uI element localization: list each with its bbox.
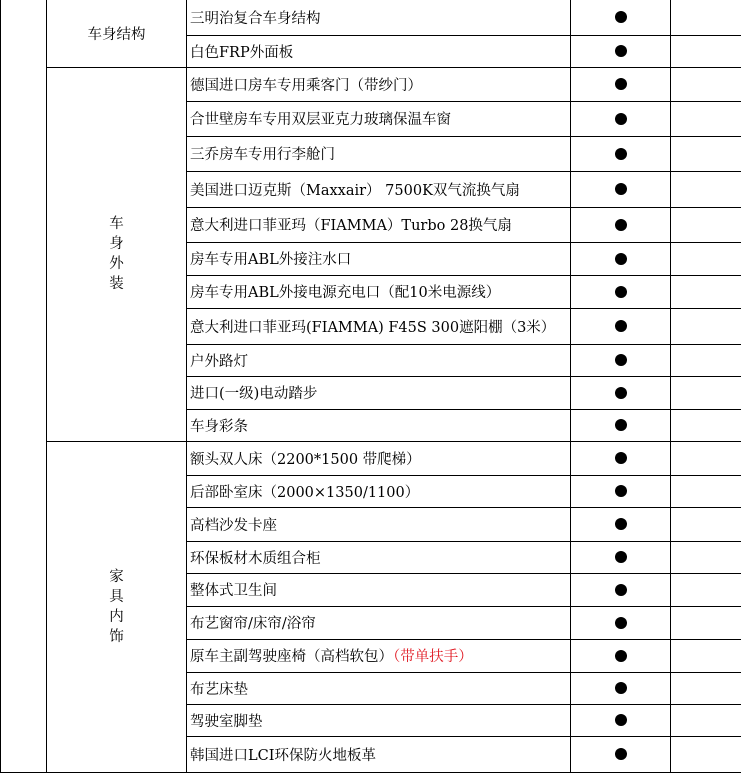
filled-circle-icon [615,253,627,265]
item-note: （带单扶手） [393,649,473,665]
item-cell [187,606,571,639]
filled-circle-icon [615,11,627,23]
item-cell [187,475,571,507]
item-cell [187,344,571,376]
standard-cell [571,441,671,475]
category-cell [47,67,187,441]
empty-cell [671,67,741,101]
empty-cell [671,101,741,136]
filled-circle-icon [615,219,627,231]
filled-circle-icon [615,183,627,195]
empty-cell [671,541,741,573]
item-cell [187,101,571,136]
item-cell [187,507,571,541]
item-label: 德国进口房车专用乘客门（带纱门） [190,77,422,94]
standard-cell [571,475,671,507]
standard-cell [571,409,671,441]
empty-cell [671,573,741,606]
standard-cell [571,507,671,541]
category-label: 车 身 外 装 [109,216,124,292]
item-label: 房车专用ABL外接电源充电口（配10米电源线） [190,285,501,301]
filled-circle-icon [615,650,627,662]
item-label: 白色FRP外面板 [190,44,294,61]
filled-circle-icon [615,485,627,497]
filled-circle-icon [615,387,627,399]
empty-cell [671,672,741,704]
item-label: 户外路灯 [190,353,248,370]
item-cell [187,639,571,672]
item-label: 整体式卫生间 [190,583,277,599]
empty-cell [671,639,741,672]
filled-circle-icon [615,617,627,629]
filled-circle-icon [615,452,627,464]
standard-cell [571,376,671,409]
item-cell [187,376,571,409]
item-label: 后部卧室床（2000×1350/1100） [190,484,420,501]
item-cell [187,441,571,475]
empty-cell [671,606,741,639]
item-cell [187,207,571,242]
empty-cell [671,171,741,207]
table-row [1,0,741,35]
standard-cell [571,606,671,639]
filled-circle-icon [615,320,627,332]
item-label: 高档沙发卡座 [190,517,277,534]
item-label: 驾驶室脚垫 [190,713,263,730]
empty-cell [671,207,741,242]
filled-circle-icon [615,45,627,57]
empty-cell [671,242,741,275]
standard-cell [571,736,671,772]
category-label: 家 具 内 饰 [109,568,124,645]
empty-cell [671,441,741,475]
empty-cell [671,409,741,441]
item-label: 布艺窗帘/床帘/浴帘 [190,616,316,632]
item-cell [187,171,571,207]
item-cell [187,541,571,573]
standard-cell [571,639,671,672]
filled-circle-icon [615,584,627,596]
item-cell [187,136,571,171]
standard-cell [571,344,671,376]
standard-cell [571,35,671,67]
item-cell [187,736,571,772]
item-label: 合世壁房车专用双层亚克力玻璃保温车窗 [190,112,451,128]
filled-circle-icon [615,78,627,90]
outer-group-cell [1,0,47,772]
item-label: 额头双人床（2200*1500 带爬梯） [190,451,421,468]
standard-cell [571,275,671,308]
item-cell [187,35,571,67]
item-cell [187,308,571,344]
standard-cell [571,101,671,136]
item-cell [187,0,571,35]
empty-cell [671,136,741,171]
item-label: 环保板材木质组合柜 [190,550,321,567]
filled-circle-icon [615,419,627,431]
item-cell [187,275,571,308]
item-cell [187,67,571,101]
standard-cell [571,136,671,171]
item-label: 进口(一级)电动踏步 [190,386,318,402]
item-cell [187,704,571,736]
item-label: 意大利进口菲亚玛（FIAMMA）Turbo 28换气扇 [190,218,512,234]
standard-cell [571,541,671,573]
standard-cell [571,242,671,275]
category-cell [47,441,187,772]
standard-cell [571,704,671,736]
item-label: 美国进口迈克斯（Maxxair） 7500K双气流换气扇 [190,182,520,199]
item-cell [187,242,571,275]
filled-circle-icon [615,551,627,563]
empty-cell [671,507,741,541]
empty-cell [671,736,741,772]
item-cell [187,409,571,441]
standard-cell [571,573,671,606]
filled-circle-icon [615,682,627,694]
standard-cell [571,67,671,101]
filled-circle-icon [615,286,627,298]
category-cell [47,0,187,67]
filled-circle-icon [615,714,627,726]
standard-cell [571,171,671,207]
standard-cell [571,0,671,35]
item-label: 韩国进口LCI环保防火地板革 [190,747,376,764]
item-label: 车身彩条 [190,418,248,435]
item-label: 三明治复合车身结构 [190,10,321,27]
item-cell [187,573,571,606]
standard-cell [571,672,671,704]
filled-circle-icon [615,354,627,366]
empty-cell [671,35,741,67]
table-row [1,441,741,475]
empty-cell [671,344,741,376]
item-label: 意大利进口菲亚玛(FIAMMA) F45S 300遮阳棚（3米） [190,319,556,336]
item-label: 三乔房车专用行李舱门 [190,147,335,163]
filled-circle-icon [615,748,627,760]
empty-cell [671,376,741,409]
standard-cell [571,207,671,242]
item-label: 布艺床垫 [190,681,248,698]
empty-cell [671,308,741,344]
item-cell [187,672,571,704]
empty-cell [671,704,741,736]
filled-circle-icon [615,518,627,530]
filled-circle-icon [615,113,627,125]
empty-cell [671,0,741,35]
filled-circle-icon [615,148,627,160]
item-label: 原车主副驾驶座椅（高档软包） [190,649,393,665]
empty-cell [671,475,741,507]
empty-cell [671,275,741,308]
item-label: 房车专用ABL外接注水口 [190,252,352,268]
category-label: 车身结构 [87,26,146,43]
table-row [1,67,741,101]
standard-cell [571,308,671,344]
